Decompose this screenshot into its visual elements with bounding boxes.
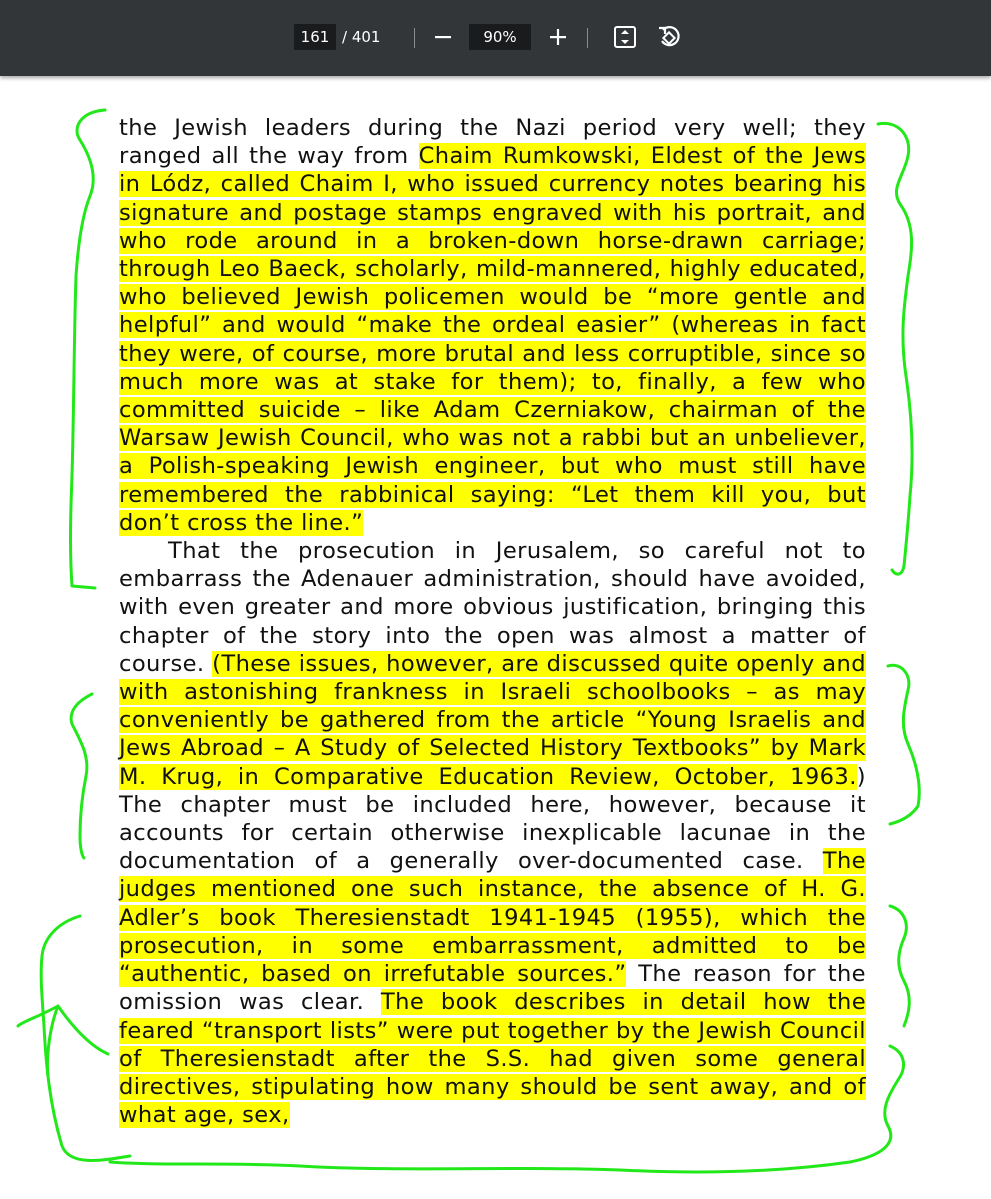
right-bracket-ink (878, 123, 912, 574)
toolbar-divider (587, 28, 588, 48)
highlighted-text[interactable]: (These issues, however, are discussed quite openly and with astonishing frankness in Israeli schoolbooks – as may conveniently be gathered from the article “Young Israelis and Jews Abroad – A Study of Selected History Textbooks” by Mark M. Krug, in Comparative Education Review, October, 1963. (119, 650, 866, 790)
left-bracket-ink (71, 110, 106, 588)
zoom-level-input[interactable]: 90% (469, 24, 531, 50)
paragraph-2 (119, 537, 866, 1129)
page-number-input[interactable]: 161 (294, 24, 336, 50)
pdf-toolbar (0, 0, 991, 76)
plus-icon (548, 27, 568, 47)
highlighted-text[interactable]: The judges mentioned one such instance, the absence of H. G. Adler’s book Theresienstadt 1941-1945 (1955), which the prosecution, in some embarrassment, admitted to be “authentic, based on irrefutable sources.” (119, 848, 866, 988)
left-bracket-ink (41, 916, 130, 1160)
right-bracket-ink (890, 906, 909, 1026)
zoom-in-button[interactable] (541, 20, 575, 54)
highlighted-text[interactable]: The book describes in detail how the feared “transport lists” were put together by the Jewish Council of Theresienstadt after the S.S. had given some general directives, stipulating how many should be sent away, and of what age, sex, (119, 989, 866, 1129)
text-run: That the prosecution in Jerusalem, so careful not to embarrass the Adenauer administration, should have avoided, with even greater and more obvious justification, bringing this chapter of the story into the open was almost a matter of course. (119, 538, 866, 677)
right-bracket-ink (888, 665, 919, 824)
text-run: ) The chapter must be included here, however, because it accounts for certain otherwise inexplicable lacunae in the documentation of a generally over-documented case. (119, 763, 866, 875)
zoom-out-button[interactable] (426, 20, 460, 54)
rotate-button[interactable] (652, 20, 686, 54)
page-text (119, 114, 866, 1129)
arrow-ink (18, 1006, 108, 1076)
text-run: the Jewish leaders during the Nazi period very well; they ranged all the way from (119, 115, 866, 170)
text-run: The reason for the omission was clear. (119, 961, 866, 1016)
total-pages: / 401 (342, 28, 381, 46)
paragraph-1 (119, 114, 866, 537)
toolbar-divider (414, 28, 415, 48)
minus-icon (433, 27, 453, 47)
fit-page-button[interactable] (608, 20, 642, 54)
highlighted-text[interactable]: Chaim Rumkowski, Eldest of the Jews in Lódz, called Chaim I, who issued currency notes bearing his signature and postage stamps engraved with his portrait, and who rode around in a broken-down horse-drawn carriage; through Leo Baeck, scholarly, mild-mannered, highly educated, who believed Jewish policemen would be “more gentle and helpful” and would “make the ordeal easier” (whereas in fact they were, of course, more brutal and less corruptible, since so much more was at stake for them); to, finally, a few who committed suicide – like Adam Czerniakow, chairman of the Warsaw Jewish Council, who was not a rabbi but an unbeliever, a Polish-speaking Jewish engineer, but who must still have remembered the rabbinical saying: “Let them kill you, but don’t cross the line.” (119, 143, 866, 536)
fit-page-icon (612, 24, 638, 50)
rotate-icon (656, 24, 682, 50)
left-bracket-ink (71, 694, 92, 858)
document-page (0, 76, 991, 1199)
